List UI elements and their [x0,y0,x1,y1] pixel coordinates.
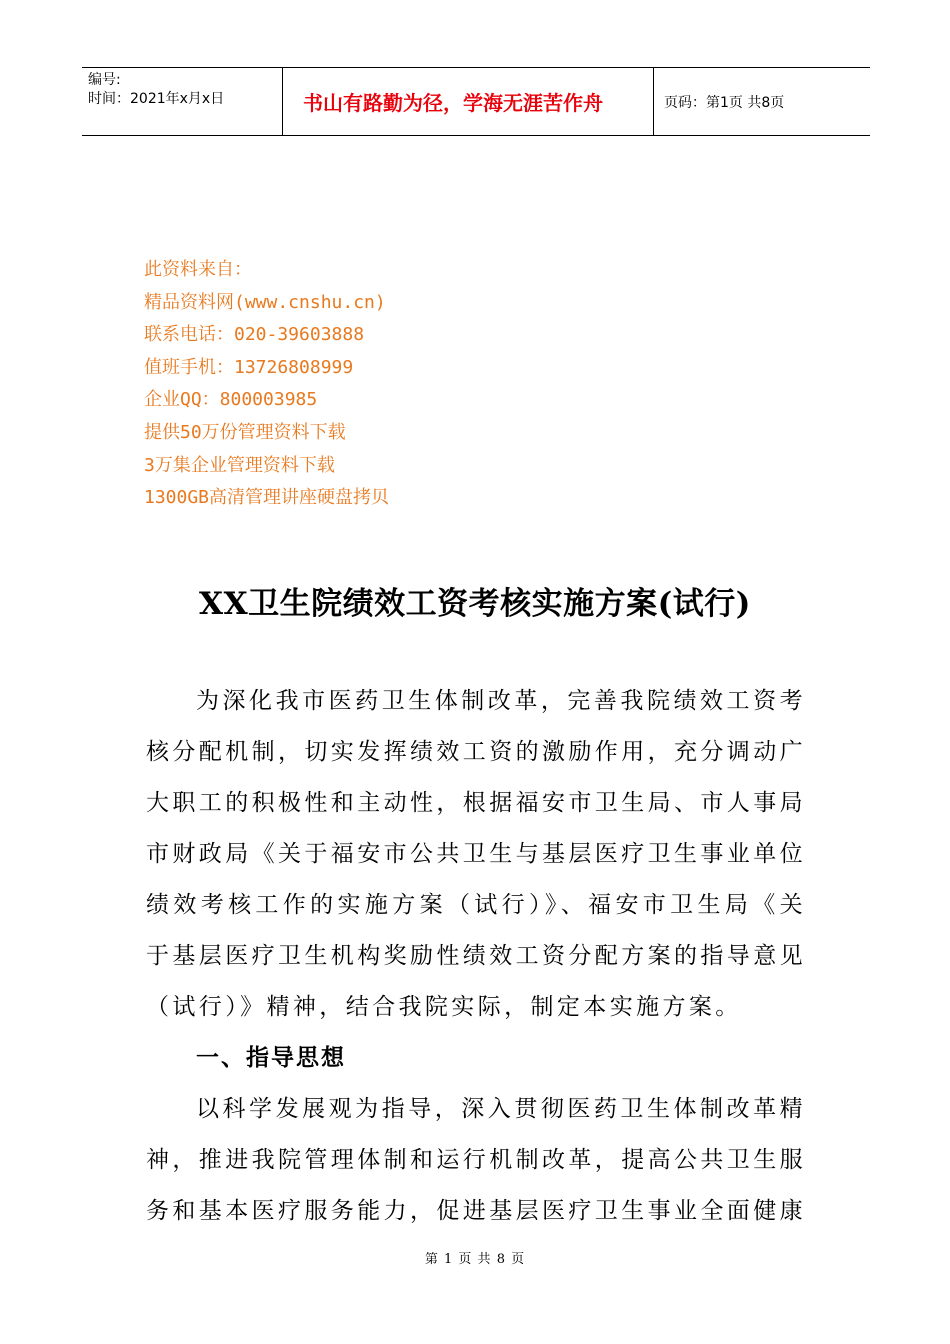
motto-text: 书山有路勤为径，学海无涯苦作舟 [303,91,603,115]
time-label: 时间：2021年x月x日 [88,91,225,107]
source-line: 提供50万份管理资料下载 [144,421,346,443]
document-body [146,676,806,1237]
page-info: 页码：第1页 共8页 [664,94,785,111]
source-line: 精品资料网(www.cnshu.cn) [144,291,386,313]
source-line: 1300GB高清管理讲座硬盘拷贝 [144,487,390,509]
document-title: XX卫生院绩效工资考核实施方案(试行) [199,586,751,622]
header-left-cell [82,68,282,135]
source-line: 联系电话：020-39603888 [144,324,365,346]
source-info [144,254,389,515]
intro-paragraph: 为深化我市医药卫生体制改革，完善我院绩效工资考核分配机制，切实发挥绩效工资的激励作用，充分调动广大职工的积极性和主动性，根据福安市卫生局、市人事局市财政局《关于福安市公共卫生与基层医疗卫生事业单位绩效考核工作的实施方案（试行）》、福安市卫生局《关于基层医疗卫生机构奖励性绩效工资分配方案的指导意见（试行）》精神，结合我院实际，制定本实施方案。 [146,688,806,1020]
section-heading: 一、指导思想 [196,1045,346,1071]
header-table [82,67,870,136]
source-line: 值班手机：13726808999 [144,356,354,378]
source-line: 此资料来自： [144,259,252,280]
number-label: 编号: [88,72,121,88]
section-paragraph: 以科学发展观为指导，深入贯彻医药卫生体制改革精神，推进我院管理体制和运行机制改革，提高公共卫生服务和基本医疗服务能力，促进基层医疗卫生事业全面健康 [146,1096,806,1224]
header-page-cell [654,68,870,135]
header-motto-cell [282,68,654,135]
page-footer: 第 1 页 共 8 页 [424,1252,526,1267]
source-line: 企业QQ：800003985 [144,389,318,411]
source-line: 3万集企业管理资料下载 [144,454,335,476]
